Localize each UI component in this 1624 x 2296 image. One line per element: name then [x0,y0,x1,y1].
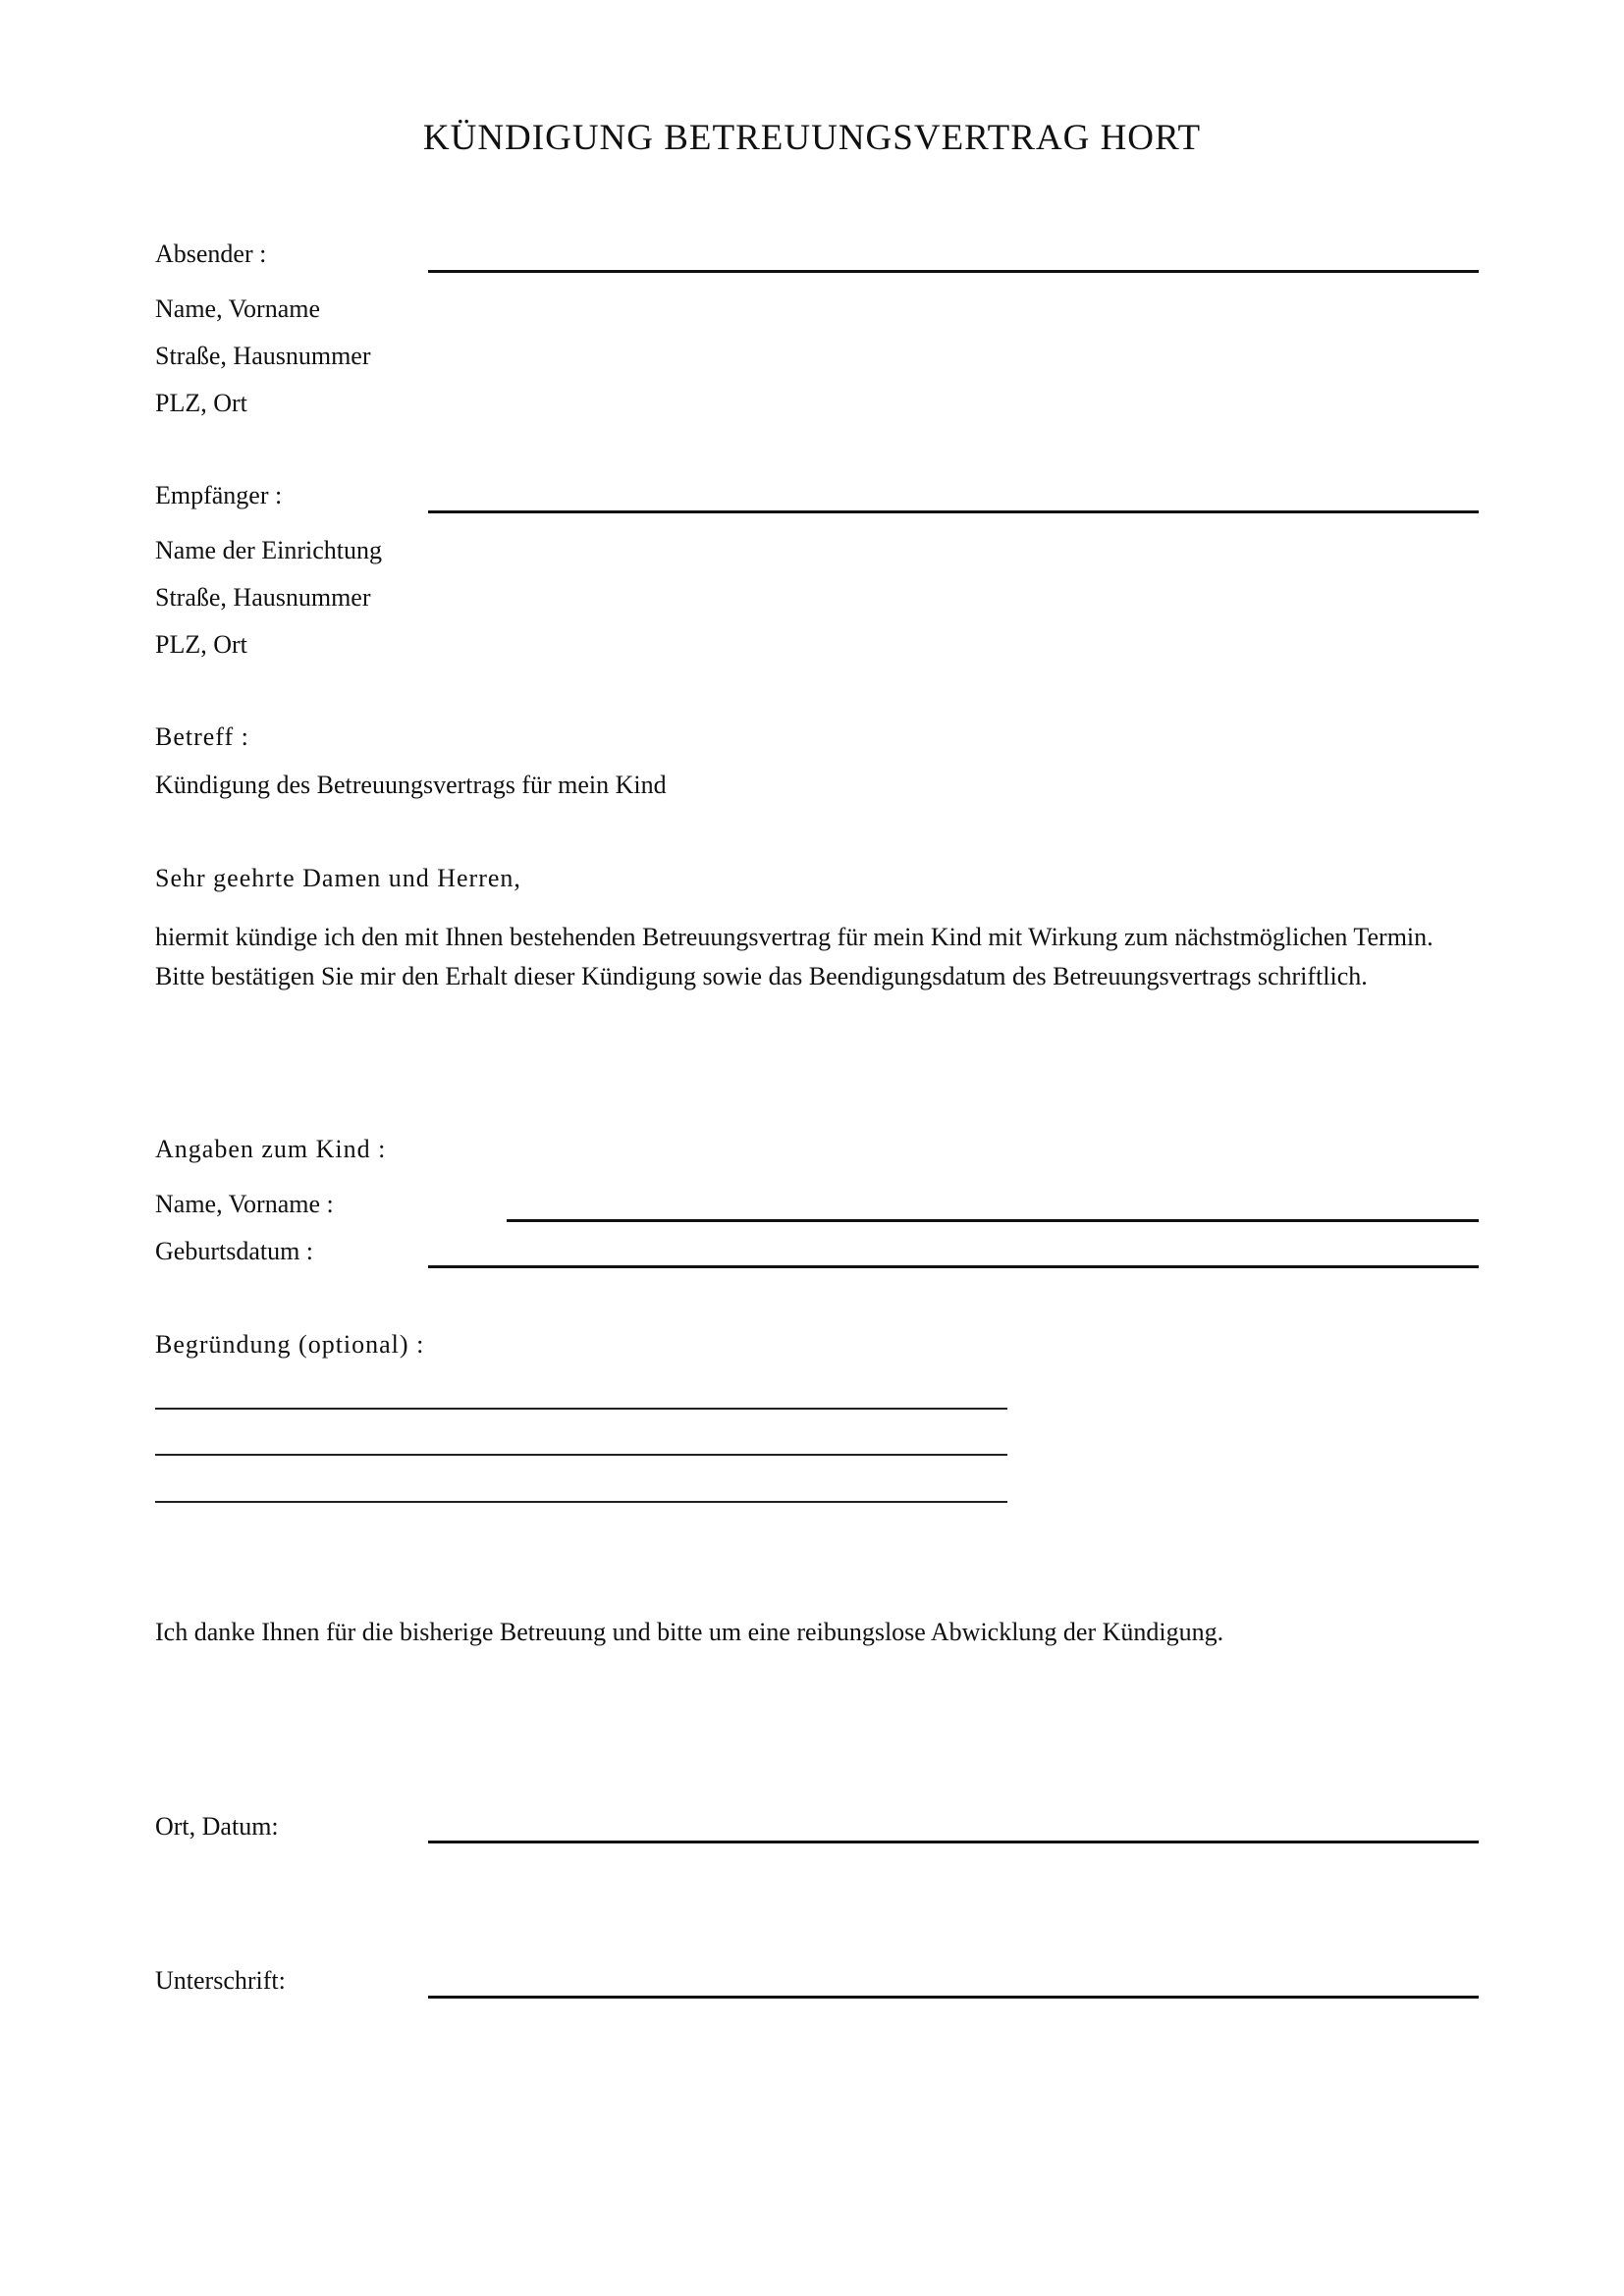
place-date-label: Ort, Datum: [155,1812,279,1841]
sender-street: Straße, Hausnummer [155,342,371,370]
salutation: Sehr geehrte Damen und Herren, [155,864,521,892]
place-date-input-line[interactable] [428,1841,1479,1843]
reason-line-3[interactable] [155,1501,1007,1503]
body-paragraph: hiermit kündige ich den mit Ihnen bestehenden Betreuungsvertrag für mein Kind mit Wirkung zum nächstmöglichen Termin. Bitte bestätigen Sie mir den Erhalt dieser Kündigung sowie das Beendigungsdatum des Betreuungsvertrags schriftlich. [155,923,1434,990]
subject-text: Kündigung des Betreuungsvertrags für mein Kind [155,771,667,799]
child-birthdate-label: Geburtsdatum : [155,1237,314,1265]
recipient-city: PLZ, Ort [155,630,247,659]
reason-line-2[interactable] [155,1454,1007,1456]
reason-label: Begründung (optional) : [155,1330,425,1359]
recipient-name: Name der Einrichtung [155,536,383,564]
child-name-label: Name, Vorname : [155,1190,334,1218]
sender-city: PLZ, Ort [155,389,247,417]
child-name-input-line[interactable] [507,1219,1479,1222]
subject-label: Betreff : [155,722,249,751]
reason-line-1[interactable] [155,1408,1007,1410]
sender-label: Absender : [155,240,267,268]
child-heading: Angaben zum Kind : [155,1135,387,1163]
document-title: KÜNDIGUNG BETREUUNGSVERTRAG HORT [422,118,1202,158]
signature-input-line[interactable] [428,1996,1479,1999]
sender-input-line[interactable] [428,270,1479,273]
signature-label: Unterschrift: [155,1966,286,1995]
closing-text: Ich danke Ihnen für die bisherige Betreuung und bitte um eine reibungslose Abwicklung der Kündigung. [155,1618,1224,1646]
recipient-street: Straße, Hausnummer [155,583,371,612]
recipient-label: Empfänger : [155,481,283,509]
sender-name: Name, Vorname [155,294,320,323]
child-birthdate-input-line[interactable] [428,1265,1479,1268]
recipient-input-line[interactable] [428,510,1479,513]
